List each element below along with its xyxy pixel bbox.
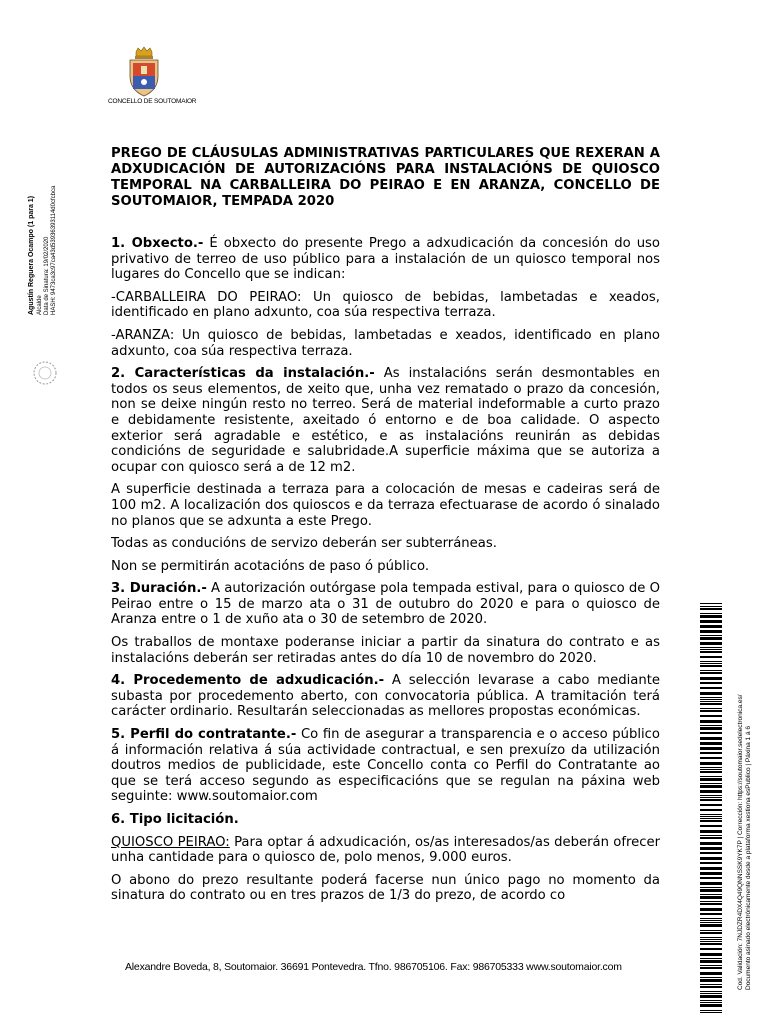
section-6-heading-paragraph bbox=[111, 812, 660, 828]
section-6-peirao-text: Para optar á adxudicación, os/as interesados/as deberán ofrecer unha cantidade para o quiosco de, polo menos, 9.000 euros. bbox=[111, 834, 660, 866]
signature-hash: HASH: 9473ca3c97ca43d53936393114d0cfcbca bbox=[51, 185, 57, 315]
signer-name: Agustín Reguera Ocampo (1 para 1) bbox=[28, 195, 35, 315]
signer-role: Alcalde bbox=[37, 295, 43, 315]
section-3-paragraph bbox=[111, 581, 660, 628]
section-6-heading: 6. Tipo licitación. bbox=[111, 812, 239, 827]
section-5-heading: 5. Perfil do contratante.- bbox=[111, 727, 297, 743]
section-3-heading: 3. Duración.- bbox=[111, 581, 207, 597]
section-1-heading: 1. Obxecto.- bbox=[111, 236, 204, 251]
signature-seal-icon bbox=[32, 360, 58, 386]
logo-caption: CONCELLO DE SOUTOMAIOR bbox=[108, 98, 197, 105]
municipal-crest-logo bbox=[124, 46, 164, 98]
electronic-signature-note: Documento asinado electrónicamente desde a plataforma xestiona esPublico | Páxina 1 á 6 bbox=[745, 725, 752, 990]
section-2-paragraph bbox=[111, 366, 660, 475]
section-1-text: É obxecto do presente Prego a adxudicación da concesión do uso privativo de terreo de uso público para a instalación de un quiosco temporal nos lugares do Concello que se indican: bbox=[111, 236, 660, 283]
section-2-terrace-paragraph: A superficie destinada a terraza para a colocación de mesas e cadeiras será de 100 m2. A localización dos quioscos e da terraza efectuarase de acordo ó sinalado no planos que se adxunta a este Prego. bbox=[111, 482, 660, 529]
section-5-text: Co fin de asegurar a transparencia e o acceso público á información relativa á súa actividade contractual, e sen prexuízo da utilización doutros medios de publicidade, este Concello conta co Perfil do Contratante ao que se terá acceso segundo as especificacións que se regulan na páxina web seguinte: www.soutomaior.com bbox=[111, 727, 660, 805]
section-5-paragraph bbox=[111, 727, 660, 805]
barcode-icon bbox=[700, 603, 722, 1013]
section-4-paragraph bbox=[111, 673, 660, 720]
section-2-heading: 2. Características da instalación.- bbox=[111, 366, 375, 382]
section-6-peirao-paragraph bbox=[111, 835, 660, 866]
section-2-fences-paragraph: Non se permitirán acotacións de paso ó público. bbox=[111, 558, 430, 574]
section-2-text: As instalacións serán desmontables en todos os seus elementos, de xeito que, unha vez rematado o prazo da concesión, non se deixe ningún resto no terreo. Será de material indeformable a curto prazo e debidamente resistente, axeitado ó entorno e de boa calidade. O aspecto exterior será agradable e estético, e as instalacións reunirán as debidas condicións de seguridade e salubridade.A superficie máxima que se autoriza a ocupar con quiosco será a de 12 m2. bbox=[111, 366, 660, 475]
electronic-signature-block bbox=[20, 150, 70, 410]
section-3-assembly-paragraph: Os traballos de montaxe poderanse iniciar a partir da sinatura do contrato e as instalacións deberán ser retiradas antes do día 10 de novembro do 2020. bbox=[111, 635, 660, 666]
validation-code-text: Cod. Validación: 7NJDZR4DX4Q49QNNSSK9YK7P | Corrección: https://soutomaior.sedelectronica.es/ bbox=[737, 694, 744, 990]
page-footer-address: Alexandre Boveda, 8, Soutomaior. 36691 Pontevedra. Tfno. 986705106. Fax: 986705333 www.soutomaior.com bbox=[125, 961, 622, 973]
section-1-item-aranza: -ARANZA: Un quiosco de bebidas, lambetadas e xeados, identificado en plano adxunto, coa súa respectiva terraza. bbox=[111, 327, 660, 359]
section-1-paragraph bbox=[111, 236, 660, 283]
document-body bbox=[111, 236, 660, 911]
section-4-heading: 4. Procedemento de adxudicación.- bbox=[111, 673, 385, 689]
section-2-conduits-paragraph: Todas as conducións de servizo deberán ser subterráneas. bbox=[111, 536, 497, 552]
section-1-item-carballeira: -CARBALLEIRA DO PEIRAO: Un quiosco de bebidas, lambetadas e xeados, identificado en plano adxunto, coa súa respectiva terraza. bbox=[111, 289, 660, 321]
signature-date: Data de Sinatura: 19/02/2020 bbox=[44, 236, 50, 315]
section-3-text: A autorización outórgase pola tempada estival, para o quiosco de O Peirao entre o 15 de marzo ata o 31 de outubro do 2020 e para o quiosco de Aranza entre o 1 de xuño ata o 30 de setembro de 2020. bbox=[111, 581, 660, 628]
quiosco-peirao-label: QUIOSCO PEIRAO: bbox=[111, 834, 230, 850]
document-title: PREGO DE CLÁUSULAS ADMINISTRATIVAS PARTICULARES QUE REXERAN A ADXUDICACIÓN DE AUTORIZACIÓNS PARA INSTALACIÓNS DE QUIOSCO TEMPORAL NA CARBALLEIRA DO PEIRAO E EN ARANZA, CONCELLO DE SOUTOMAIOR, TEMPADA 2020 bbox=[111, 146, 660, 209]
section-4-text: A selección levarase a cabo mediante subasta por procedemento aberto, con convocatoria pública. A tramitación terá carácter ordinario. Resultarán seleccionadas as mellores propostas económicas. bbox=[111, 673, 660, 720]
section-6-payment-paragraph: O abono do prezo resultante poderá facerse nun único pago no momento da sinatura do contrato ou en tres prazos de 1/3 do prezo, de acordo co bbox=[111, 872, 660, 904]
